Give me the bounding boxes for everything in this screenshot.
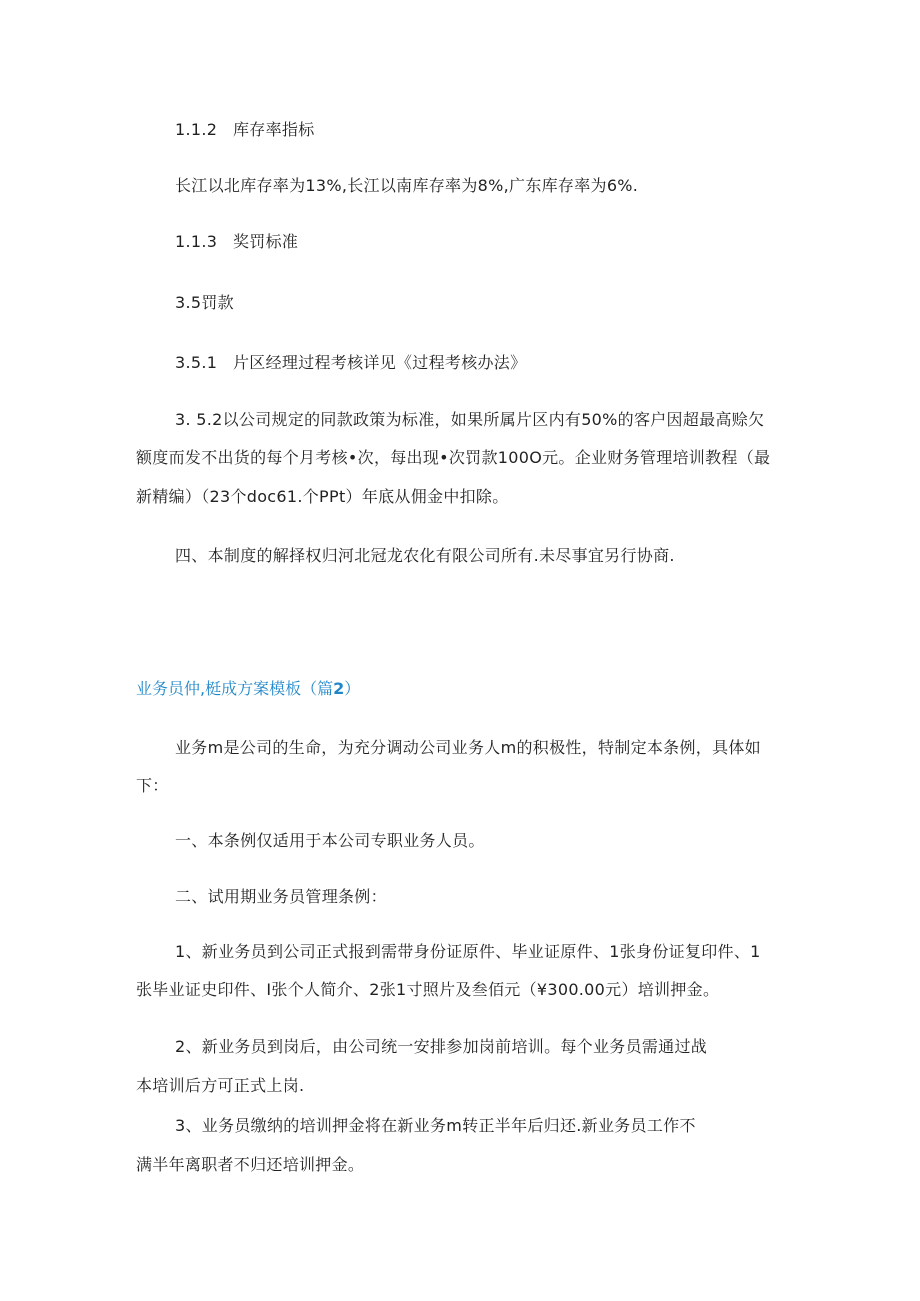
intro-line-1: 业务m是公司的生命，为充分调动公司业务人m的积极性，特制定本条例，具体如 xyxy=(175,738,761,757)
item-one: 一、本条例仅适用于本公司专职业务人员。 xyxy=(175,831,485,850)
rule-three-line-1: 3、业务员缴纳的培训押金将在新业务m转正半年后归还.新业务员工作不 xyxy=(175,1116,696,1135)
section-title-suffix: ） xyxy=(344,679,361,698)
item-two: 二、试用期业务员管理条例： xyxy=(175,887,387,906)
heading-1-1-3 xyxy=(175,231,298,253)
section-title-prefix: 业务员仲,梃成方案模板（篇 xyxy=(136,679,334,698)
paragraph-3-5-2-line-1: 3. 5.2以公司规定的同款政策为标准，如果所属片区内有50%的客户因超最高赊欠 xyxy=(175,410,765,429)
rule-two-line-2: 本培训后方可正式上岗. xyxy=(136,1076,305,1095)
rule-one-line-1: 1、新业务员到公司正式报到需带身份证原件、毕业证原件、1张身份证复印件、1 xyxy=(175,942,761,961)
inventory-rate-text: 长江以北库存率为13%,长江以南库存率为8%,广东库存率为6%. xyxy=(175,176,639,195)
paragraph-3-5-2-line-2: 额度而发不出货的每个月考核•次，每出现•次罚款100O元。企业财务管理培训教程（最 xyxy=(136,448,771,467)
heading-number: 1.1.3 xyxy=(175,232,218,251)
heading-3-5-1 xyxy=(175,352,526,374)
rule-three-line-2: 满半年离职者不归还培训押金。 xyxy=(136,1155,365,1174)
rule-one-line-2: 张毕业证史印件、I张个人简介、2张1寸照片及叁佰元（¥300.00元）培训押金。 xyxy=(136,980,720,999)
heading-text: 片区经理过程考核详见《过程考核办法》 xyxy=(233,353,527,372)
rule-two-line-1: 2、新业务员到岗后，由公司统一安排参加岗前培训。每个业务员需通过战 xyxy=(175,1037,708,1056)
section-title-number: 2 xyxy=(333,679,345,698)
fine-heading: 3.5罚款 xyxy=(175,293,234,312)
heading-number: 1.1.2 xyxy=(175,120,218,139)
heading-text: 奖罚标准 xyxy=(233,232,299,251)
heading-text: 库存率指标 xyxy=(233,120,315,139)
paragraph-3-5-2-line-3: 新精编）（23个doc61.个PPt）年底从佣金中扣除。 xyxy=(136,487,509,506)
heading-number: 3.5.1 xyxy=(175,353,218,372)
intro-line-2: 下： xyxy=(136,776,169,795)
section-title xyxy=(136,678,360,700)
heading-1-1-2 xyxy=(175,119,315,141)
clause-four: 四、本制度的解择权归河北冠龙农化有限公司所有.未尽事宜另行协商. xyxy=(175,546,675,565)
